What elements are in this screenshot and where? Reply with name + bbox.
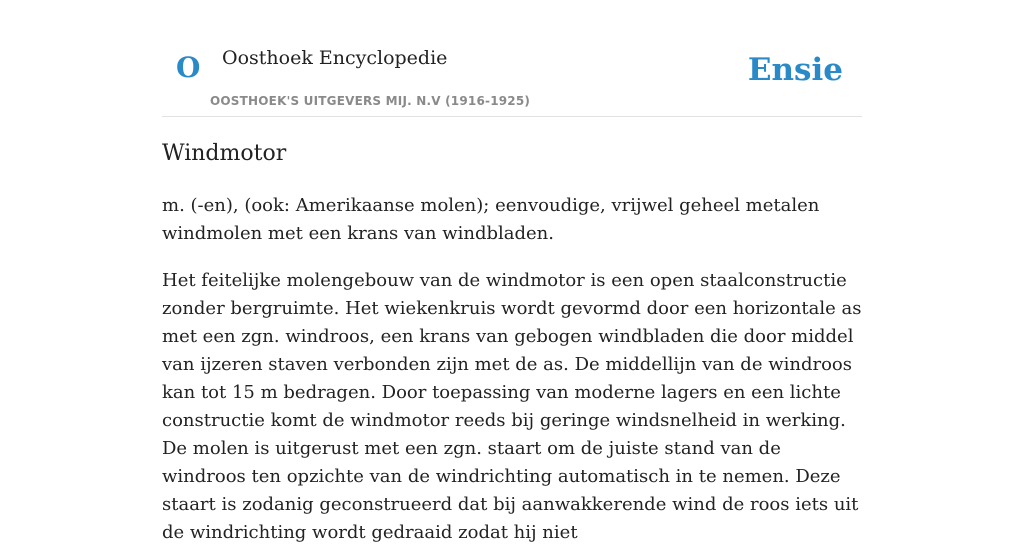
site-header — [162, 0, 862, 117]
entry-definition: m. (-en), (ook: Amerikaanse molen); eenvoudige, vrijwel geheel metalen windmolen met een krans van windbladen. — [162, 195, 820, 244]
encyclopedia-entry — [162, 138, 862, 547]
site-subtitle: OOSTHOEK'S UITGEVERS MIJ. N.V (1916-1925) — [210, 94, 531, 108]
site-title-link[interactable]: Oosthoek Encyclopedie — [222, 47, 448, 69]
ensie-logo-link[interactable]: Ensie — [747, 52, 843, 88]
logo-letter[interactable]: O — [176, 51, 201, 84]
entry-body-paragraph: Het feitelijke molengebouw van de windmotor is een open staalconstructie zonder bergruimte. Het wiekenkruis wordt gevormd door een horizontale as met een zgn. windroos, een krans van gebogen windbladen die door middel van ijzeren staven verbonden zijn met de as. De middellijn van de windroos kan tot 15 m bedragen. Door toepassing van moderne lagers en een lichte constructie komt de windmotor reeds bij geringe windsnelheid in werking. De molen is uitgerust met een zgn. staart om de juiste stand van de windroos ten opzichte van de windrichting automatisch in te nemen. Deze staart is zodanig geconstrueerd dat bij aanwakkerende wind de roos iets uit de windrichting wordt gedraaid zodat hij niet — [162, 270, 862, 543]
entry-title: Windmotor — [162, 141, 287, 166]
content-container — [162, 0, 862, 543]
